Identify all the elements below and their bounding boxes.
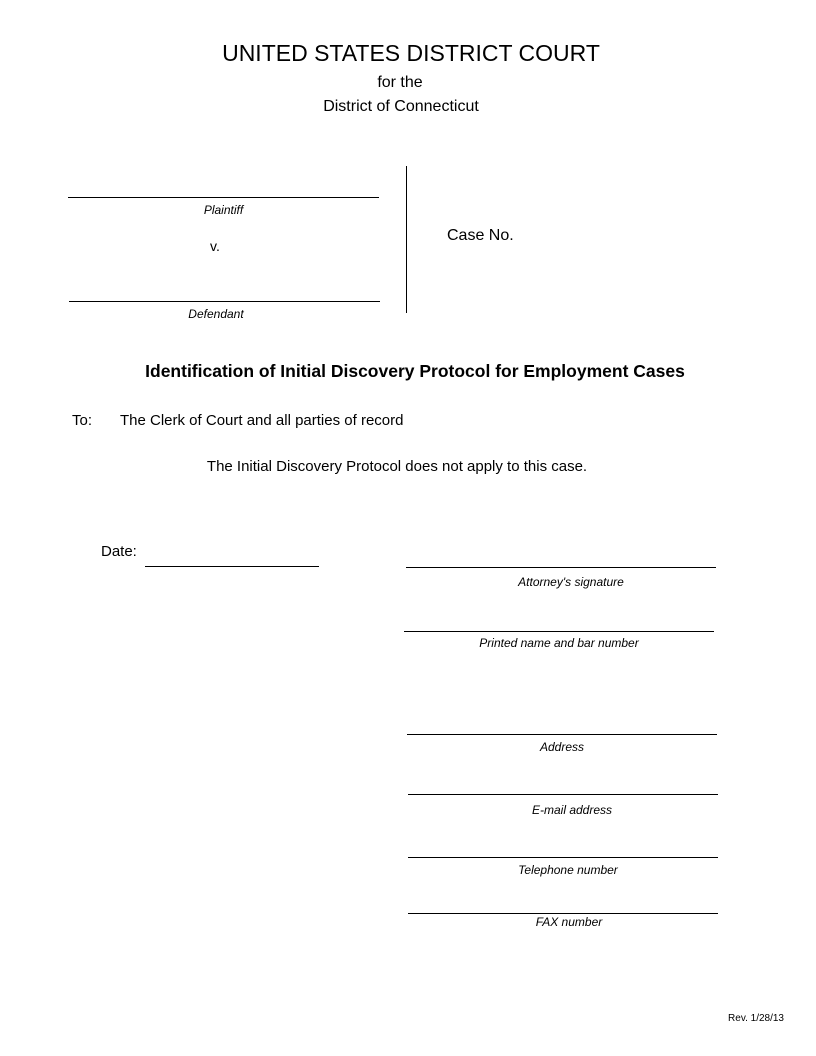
- attorney-signature-line[interactable]: [406, 567, 716, 568]
- fax-line[interactable]: [408, 913, 718, 914]
- date-line[interactable]: [145, 566, 319, 567]
- attorney-signature-label: Attorney's signature: [518, 575, 624, 589]
- email-label: E-mail address: [531, 803, 613, 817]
- printed-name-line[interactable]: [404, 631, 714, 632]
- to-label: To:: [72, 412, 93, 429]
- to-recipients: The Clerk of Court and all parties of record: [120, 412, 404, 429]
- caption-divider: [406, 166, 407, 313]
- address-label: Address: [539, 740, 585, 754]
- defendant-label: Defendant: [188, 307, 244, 321]
- date-label: Date:: [101, 543, 137, 560]
- district-name: District of Connecticut: [323, 98, 479, 115]
- plaintiff-label: Plaintiff: [203, 203, 244, 217]
- telephone-line[interactable]: [408, 857, 718, 858]
- plaintiff-line[interactable]: [68, 197, 379, 198]
- court-title: UNITED STATES DISTRICT COURT: [222, 40, 600, 66]
- printed-name-label: Printed name and bar number: [479, 636, 639, 650]
- defendant-line[interactable]: [69, 301, 380, 302]
- address-line[interactable]: [407, 734, 717, 735]
- revision-text: Rev. 1/28/13: [728, 1013, 784, 1024]
- case-no-label: Case No.: [447, 227, 514, 244]
- telephone-label: Telephone number: [518, 863, 618, 877]
- for-the-text: for the: [377, 74, 423, 91]
- versus-text: v.: [210, 238, 220, 254]
- fax-label: FAX number: [535, 915, 603, 929]
- notice-text: The Initial Discovery Protocol does not apply to this case.: [206, 458, 588, 475]
- email-line[interactable]: [408, 794, 718, 795]
- document-title: Identification of Initial Discovery Protocol for Employment Cases: [145, 361, 685, 381]
